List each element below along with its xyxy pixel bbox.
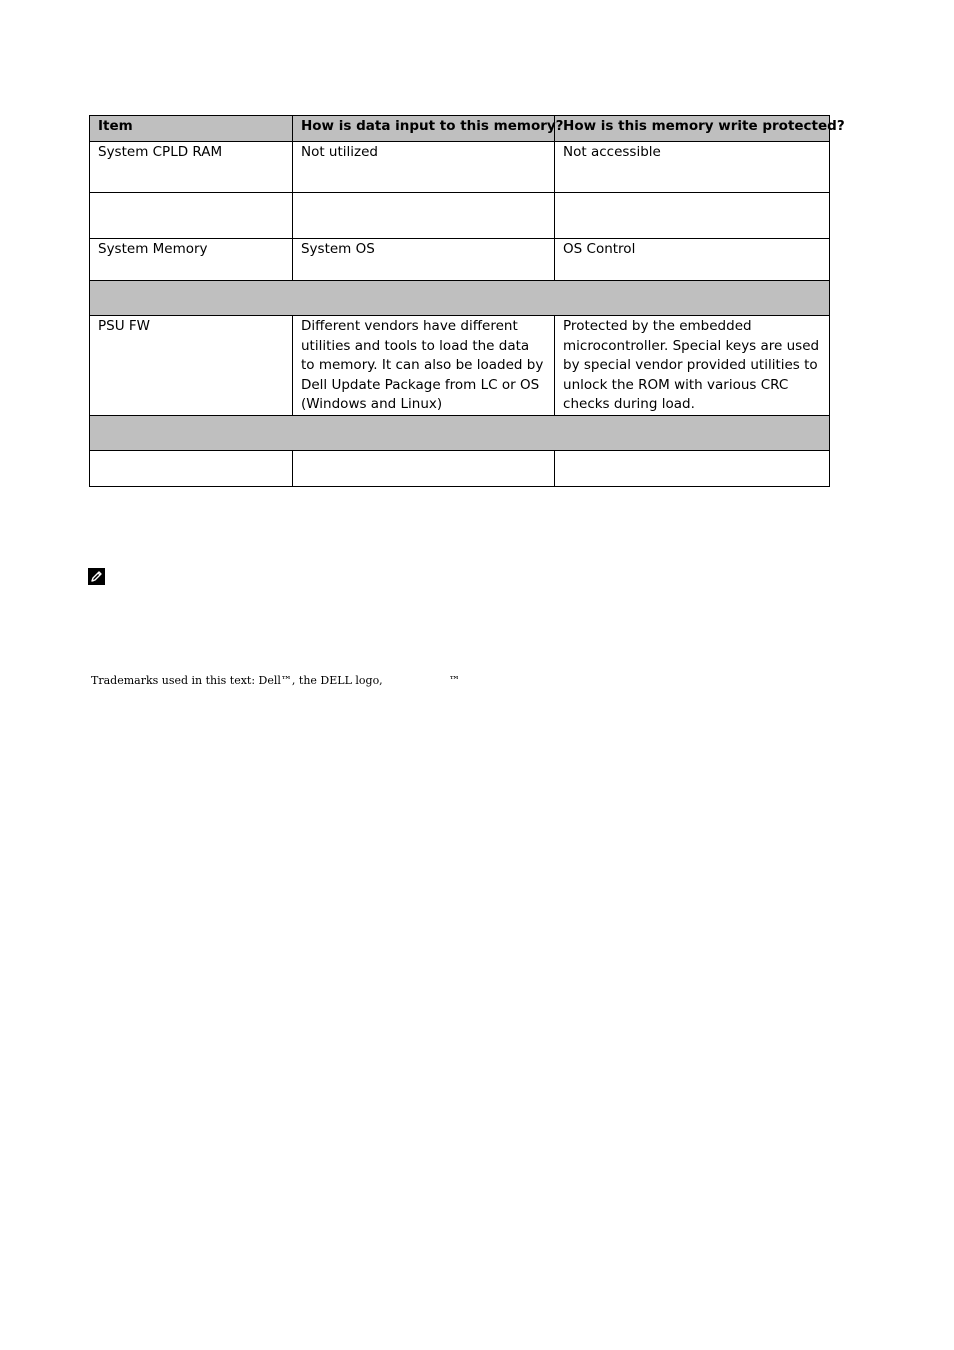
table-section-separator <box>90 281 830 316</box>
cell-item <box>90 193 293 239</box>
separator-cell <box>90 415 830 450</box>
table-header-row <box>90 116 830 142</box>
memory-table <box>89 115 845 487</box>
cell-item: System CPLD RAM <box>90 142 293 193</box>
table-row <box>90 239 830 281</box>
cell-data-input: Different vendors have different utilities and tools to load the data to memory. It can also be loaded by Dell Update Package from LC or OS (Windows and Linux) <box>292 316 554 416</box>
cell-data-input: System OS <box>292 239 554 281</box>
cell-data-input <box>292 450 554 486</box>
trademark-notice: Trademarks used in this text: Dell™, the DELL logo, <box>91 674 383 687</box>
cell-data-input: Not utilized <box>292 142 554 193</box>
table-row <box>90 316 830 416</box>
cell-write-protection: Not accessible <box>555 142 830 193</box>
trademark-symbol: ™ <box>449 674 460 687</box>
cell-item: System Memory <box>90 239 293 281</box>
cell-item <box>90 450 293 486</box>
table-row <box>90 450 830 486</box>
header-item: Item <box>90 116 293 142</box>
header-write-protection: How is this memory write protected? <box>555 116 830 142</box>
table-row <box>90 142 830 193</box>
cell-write-protection: Protected by the embedded microcontroller. Special keys are used by special vendor provided utilities to unlock the ROM with various CRC checks during load. <box>555 316 830 416</box>
note-pencil-icon <box>88 568 105 585</box>
cell-item: PSU FW <box>90 316 293 416</box>
cell-data-input <box>292 193 554 239</box>
header-data-input: How is data input to this memory? <box>292 116 554 142</box>
cell-write-protection <box>555 193 830 239</box>
cell-write-protection <box>555 450 830 486</box>
table-section-separator <box>90 415 830 450</box>
cell-write-protection: OS Control <box>555 239 830 281</box>
table-row <box>90 193 830 239</box>
separator-cell <box>90 281 830 316</box>
